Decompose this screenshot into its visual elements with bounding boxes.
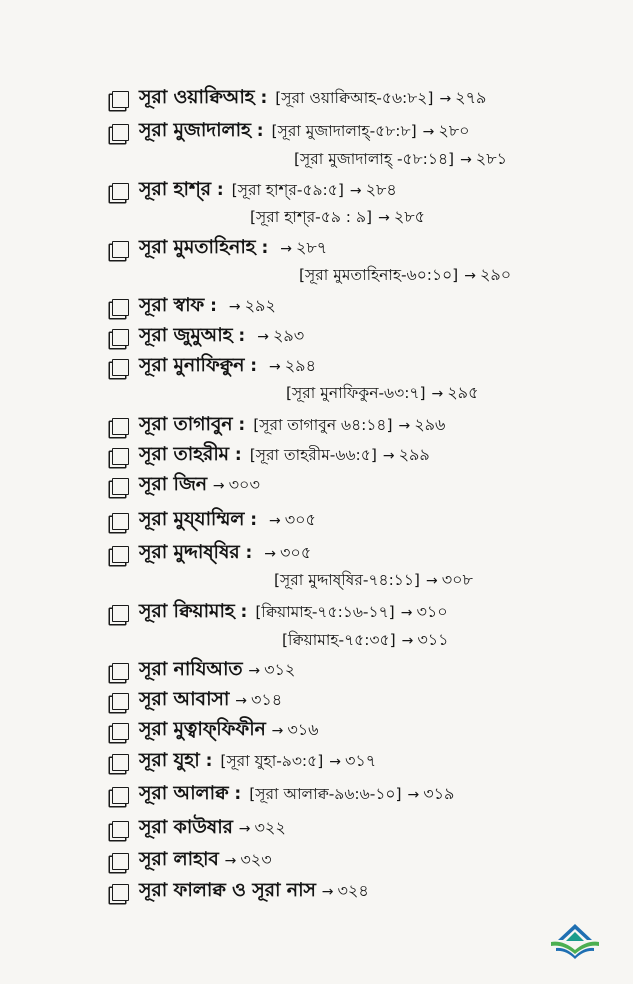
toc-entry bbox=[112, 597, 448, 629]
page-number: ২৯৩ bbox=[272, 326, 305, 345]
arrow-right-icon: → bbox=[382, 448, 395, 464]
arrow-right-icon: → bbox=[400, 605, 413, 621]
verse-reference: [সূরা মুজাদালাহ্-৫৮:৮] bbox=[271, 122, 417, 140]
page-number: ৩১১ bbox=[417, 630, 449, 649]
toc-entry bbox=[112, 845, 272, 877]
surah-title: সূরা জিন bbox=[139, 473, 207, 495]
title-colon: : bbox=[234, 784, 242, 804]
page-number: ২৯৬ bbox=[414, 415, 446, 434]
arrow-right-icon: → bbox=[269, 513, 281, 529]
checkbox-square-icon bbox=[112, 693, 129, 710]
checkbox-square-icon bbox=[112, 359, 129, 376]
page-number: ৩০৫ bbox=[280, 543, 312, 562]
page-number: ২৮৫ bbox=[393, 207, 425, 226]
page-number: ২৮৭ bbox=[296, 238, 328, 257]
checkbox-square-icon bbox=[112, 546, 129, 563]
arrow-right-icon: → bbox=[439, 91, 452, 107]
page-number: ৩১০ bbox=[416, 602, 448, 621]
arrow-right-icon: → bbox=[257, 329, 269, 345]
arrow-right-icon: → bbox=[271, 723, 284, 739]
checkbox-square-icon bbox=[112, 124, 129, 141]
toc-subentry bbox=[248, 204, 425, 231]
surah-title: সূরা জুমুআহ bbox=[139, 324, 233, 346]
toc-subentry bbox=[284, 380, 478, 407]
page-number: ৩১৯ bbox=[423, 784, 455, 803]
title-colon: : bbox=[250, 356, 258, 376]
arrow-right-icon: → bbox=[228, 299, 241, 315]
page-number: ২৯৪ bbox=[284, 356, 316, 375]
surah-title: সূরা মুনাফিক্বুন bbox=[139, 354, 245, 376]
surah-title: সূরা স্বাফ bbox=[139, 294, 205, 316]
checkbox-square-icon bbox=[112, 821, 129, 838]
checkbox-square-icon bbox=[112, 418, 129, 435]
surah-title: সূরা নাযিআত bbox=[139, 658, 243, 680]
page-number: ২৭৯ bbox=[455, 88, 487, 107]
surah-title: সূরা মুত্বাফ্‌ফিফীন bbox=[139, 718, 266, 740]
arrow-right-icon: → bbox=[321, 884, 334, 900]
page-number: ২৮৪ bbox=[365, 180, 397, 199]
surah-title: সূরা মুমতাহিনাহ bbox=[139, 236, 256, 258]
surah-title: সূরা ক্বিয়ামাহ bbox=[139, 600, 235, 622]
checkbox-square-icon bbox=[112, 663, 129, 680]
page-number: ৩১২ bbox=[264, 660, 296, 679]
arrow-right-icon: → bbox=[269, 359, 281, 375]
verse-reference: [সূরা হাশ্‌র-৫৯:৫] bbox=[231, 181, 344, 199]
checkbox-square-icon bbox=[112, 329, 129, 346]
page-number: ২৮১ bbox=[475, 149, 507, 168]
arrow-right-icon: → bbox=[431, 386, 444, 402]
verse-reference: [সূরা তাহরীম-৬৬:৫] bbox=[249, 446, 377, 464]
arrow-right-icon: → bbox=[238, 821, 251, 837]
arrow-right-icon: → bbox=[212, 478, 225, 494]
surah-title: সূরা লাহাব bbox=[139, 848, 219, 870]
surah-title: সূরা হাশ্‌র bbox=[139, 178, 211, 200]
toc-entry bbox=[112, 538, 311, 570]
title-colon: : bbox=[234, 445, 242, 465]
arrow-right-icon: → bbox=[248, 663, 261, 679]
page-number: ৩০৮ bbox=[441, 570, 473, 589]
title-colon: : bbox=[210, 296, 217, 316]
toc-entry bbox=[112, 715, 319, 747]
page-number: ২৮০ bbox=[438, 121, 470, 140]
arrow-right-icon: → bbox=[407, 787, 420, 803]
checkbox-square-icon bbox=[112, 299, 129, 316]
checkbox-square-icon bbox=[112, 754, 129, 771]
verse-reference: [ক্বিয়ামাহ-৭৫:৩৫] bbox=[282, 631, 396, 649]
publisher-logo-icon bbox=[548, 920, 602, 962]
surah-title: সূরা যুহা bbox=[139, 749, 200, 771]
checkbox-square-icon bbox=[112, 241, 129, 258]
surah-title: সূরা মুয্‌যাম্মিল bbox=[139, 508, 245, 530]
toc-entry bbox=[112, 813, 286, 845]
verse-reference: [সূরা মুনাফিকুন-৬৩:৭] bbox=[286, 384, 426, 402]
verse-reference: [সূরা মুদ্দাষ্‌ষির-৭৪:১১] bbox=[274, 571, 420, 589]
verse-reference: [সূরা হাশ্‌র-৫৯ : ৯] bbox=[250, 208, 373, 226]
title-colon: : bbox=[245, 543, 253, 563]
verse-reference: [সূরা মুজাদালাহ্ -৫৮:১৪] bbox=[294, 150, 455, 168]
toc-entry bbox=[112, 440, 430, 472]
page-number: ৩১৬ bbox=[287, 720, 319, 739]
toc-entry bbox=[112, 655, 295, 687]
toc-subentry bbox=[280, 627, 449, 654]
title-colon: : bbox=[205, 751, 213, 771]
arrow-right-icon: → bbox=[378, 210, 390, 226]
checkbox-square-icon bbox=[112, 183, 129, 200]
toc-entry bbox=[112, 351, 316, 383]
toc-entry bbox=[112, 410, 445, 442]
surah-title: সূরা ওয়াক্বিআহ bbox=[139, 86, 255, 108]
checkbox-square-icon bbox=[112, 853, 129, 870]
toc-entry bbox=[112, 321, 304, 353]
arrow-right-icon: → bbox=[329, 754, 341, 770]
toc-entry bbox=[112, 779, 454, 811]
page-number: ৩০৩ bbox=[228, 475, 260, 494]
title-colon: : bbox=[260, 88, 268, 108]
toc-subentry bbox=[297, 262, 511, 289]
page-number: ৩১৪ bbox=[250, 690, 283, 709]
toc-subentry bbox=[292, 146, 507, 173]
page-number: ২৯২ bbox=[244, 296, 276, 315]
checkbox-square-icon bbox=[112, 787, 129, 804]
toc-entry bbox=[112, 685, 282, 717]
title-colon: : bbox=[240, 602, 248, 622]
toc-entry bbox=[112, 291, 276, 323]
arrow-right-icon: → bbox=[401, 633, 414, 649]
checkbox-square-icon bbox=[112, 513, 129, 530]
verse-reference: [সূরা মুমতাহিনাহ-৬০:১০] bbox=[299, 266, 459, 284]
surah-title: সূরা মুজাদালাহ bbox=[139, 119, 251, 141]
arrow-right-icon: → bbox=[464, 268, 476, 284]
arrow-right-icon: → bbox=[349, 183, 362, 199]
surah-title: সূরা তাহরীম bbox=[139, 443, 229, 465]
page-number: ২৯৯ bbox=[398, 445, 430, 464]
toc-subentry bbox=[272, 567, 473, 594]
toc-entry bbox=[112, 876, 369, 908]
title-colon: : bbox=[216, 180, 224, 200]
checkbox-square-icon bbox=[112, 91, 129, 108]
verse-reference: [সূরা যুহা-৯৩:৫] bbox=[220, 752, 324, 770]
toc-entry bbox=[112, 116, 470, 148]
page-number: ২৯৫ bbox=[447, 383, 479, 402]
arrow-right-icon: → bbox=[422, 124, 435, 140]
page-number: ৩২২ bbox=[254, 818, 286, 837]
checkbox-square-icon bbox=[112, 448, 129, 465]
arrow-right-icon: → bbox=[235, 693, 247, 709]
checkbox-square-icon bbox=[112, 478, 129, 495]
page-number: ৩১৭ bbox=[344, 751, 377, 770]
title-colon: : bbox=[250, 510, 257, 530]
surah-title: সূরা মুদ্দাষ্‌ষির bbox=[139, 541, 240, 563]
surah-title: সূরা আবাসা bbox=[139, 688, 230, 710]
page-number: ৩২৪ bbox=[337, 881, 369, 900]
toc-entry bbox=[112, 470, 260, 502]
title-colon: : bbox=[261, 238, 269, 258]
page-number: ৩০৫ bbox=[284, 510, 316, 529]
surah-title: সূরা তাগাবুন bbox=[139, 413, 233, 435]
page-number: ৩২৩ bbox=[240, 850, 272, 869]
surah-title: সূরা ফালাক্ব ও সূরা নাস bbox=[139, 879, 316, 901]
toc-entry bbox=[112, 746, 376, 778]
surah-title: সূরা আলাক্ব bbox=[139, 782, 229, 804]
verse-reference: [সূরা ওয়াক্বিআহ-৫৬:৮২] bbox=[275, 89, 434, 107]
verse-reference: [সূরা তাগাবুন ৬৪:১৪] bbox=[253, 416, 393, 434]
title-colon: : bbox=[256, 121, 264, 141]
checkbox-square-icon bbox=[112, 884, 129, 901]
surah-title: সূরা কাউষার bbox=[139, 816, 233, 838]
arrow-right-icon: → bbox=[280, 241, 292, 257]
verse-reference: [ক্বিয়ামাহ-৭৫:১৬-১৭] bbox=[255, 603, 395, 621]
arrow-right-icon: → bbox=[264, 546, 277, 562]
verse-reference: [সূরা আলাক্ব-৯৬:৬-১০] bbox=[249, 785, 402, 803]
toc-entry bbox=[112, 505, 316, 537]
arrow-right-icon: → bbox=[425, 573, 438, 589]
arrow-right-icon: → bbox=[224, 853, 237, 869]
checkbox-square-icon bbox=[112, 605, 129, 622]
toc-entry bbox=[112, 83, 486, 115]
title-colon: : bbox=[238, 415, 246, 435]
arrow-right-icon: → bbox=[460, 152, 472, 168]
toc-entry bbox=[112, 175, 397, 207]
arrow-right-icon: → bbox=[398, 418, 411, 434]
title-colon: : bbox=[238, 326, 246, 346]
toc-entry bbox=[112, 233, 327, 265]
checkbox-square-icon bbox=[112, 723, 129, 740]
page-number: ২৯০ bbox=[479, 265, 512, 284]
